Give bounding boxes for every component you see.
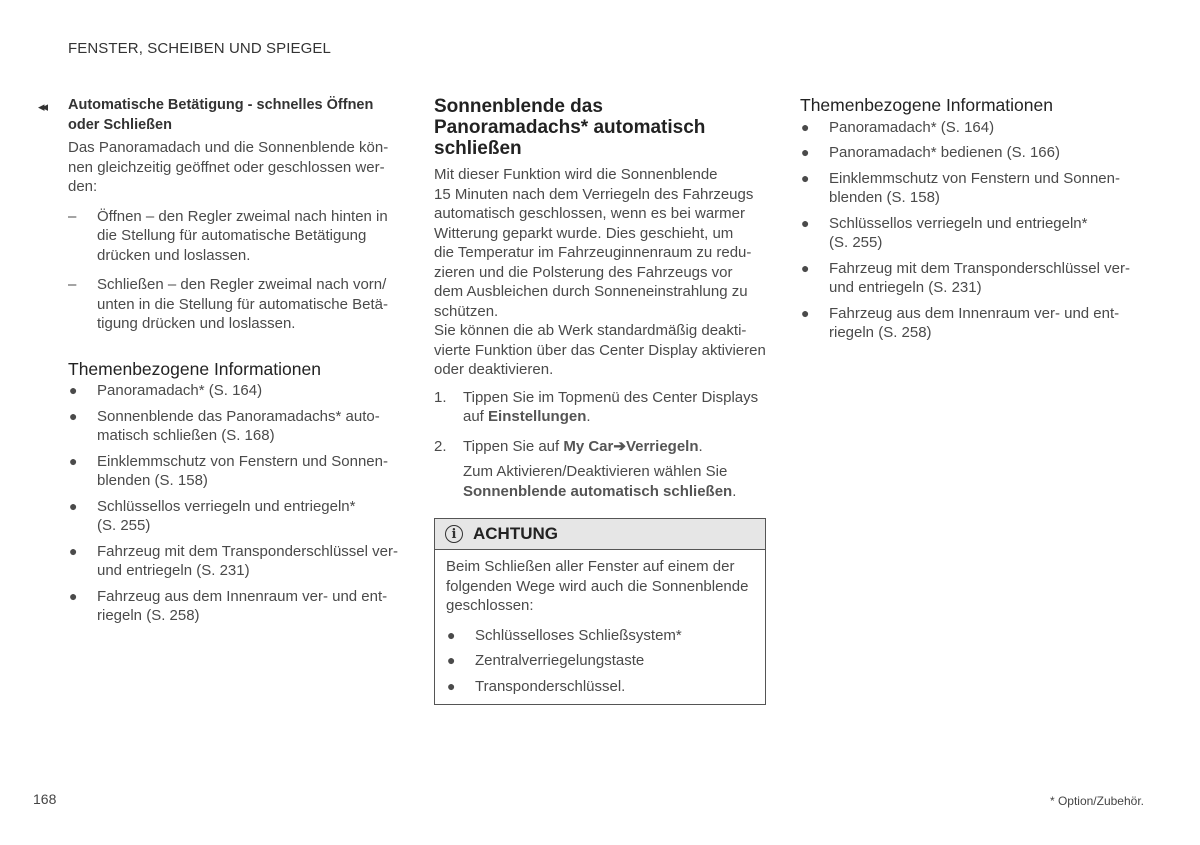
- arrow-right-icon: ➔: [613, 437, 626, 455]
- related-link[interactable]: ● Einklemmschutz von Fenstern und Sonnen- blenden (S. 158): [69, 452, 388, 489]
- related-link[interactable]: ● Fahrzeug mit dem Transponderschlüssel ver- und entriegeln (S. 231): [801, 259, 1130, 296]
- continued-marker-icon: ◂◂: [38, 99, 46, 114]
- footnote: * Option/Zubehör.: [1049, 794, 1144, 808]
- related-link[interactable]: ● Fahrzeug aus dem Innenraum ver- und ent- riegeln (S. 258): [69, 587, 388, 624]
- warning-header: [435, 519, 765, 550]
- list-item: ● Transponderschlüssel.: [447, 677, 626, 695]
- related-links-list: [800, 118, 1130, 343]
- related-info-heading: Themenbezogene Informationen: [68, 358, 321, 379]
- bullet-icon: ●: [69, 382, 78, 398]
- menu-path-lock: Verriegeln: [625, 437, 699, 455]
- related-link[interactable]: ● Sonnenblende das Panoramadachs* auto- matisch schließen (S. 168): [69, 407, 380, 444]
- column-middle: [434, 96, 769, 511]
- step-item: 1. Tippen Sie im Topmenü des Center Displays auf Einstellungen.: [434, 388, 759, 425]
- step-number: 1.: [434, 388, 447, 406]
- related-links-list: [68, 381, 398, 626]
- warning-title: ACHTUNG: [473, 524, 558, 543]
- related-link[interactable]: ● Schlüssellos verriegeln und entriegeln* (S. 255): [69, 497, 356, 534]
- step-number: 2.: [434, 437, 447, 455]
- step-note: Zum Aktivieren/Deaktivieren wählen Sie Sonnenblende automatisch schließen.: [463, 463, 737, 500]
- bullet-icon: ●: [69, 587, 78, 604]
- related-link[interactable]: ● Panoramadach* (S. 164): [69, 382, 263, 399]
- related-link[interactable]: ● Fahrzeug aus dem Innenraum ver- und ent- riegeln (S. 258): [801, 304, 1120, 341]
- intro-paragraph: Das Panoramadach und die Sonnenblende kön- nen gleichzeitig geöffnet oder geschlossen wer- den:: [68, 139, 389, 195]
- bullet-icon: ●: [801, 144, 810, 160]
- bullet-icon: ●: [69, 497, 78, 514]
- warning-box: [434, 518, 766, 705]
- page-header: FENSTER, SCHEIBEN UND SPIEGEL: [68, 40, 331, 57]
- bullet-icon: ●: [69, 452, 78, 469]
- dash-marker: –: [68, 276, 77, 293]
- related-link[interactable]: ● Fahrzeug mit dem Transponderschlüssel ver- und entriegeln (S. 231): [69, 542, 398, 579]
- activation-paragraph: Sie können die ab Werk standardmäßig deakti- vierte Funktion über das Center Display aktivieren oder deaktivieren.: [434, 322, 766, 378]
- steps-list: [434, 388, 769, 502]
- list-item: ● Schlüsselloses Schließsystem*: [447, 626, 682, 644]
- column-left: [38, 96, 398, 632]
- bullet-icon: ●: [801, 169, 810, 186]
- bullet-icon: ●: [801, 304, 810, 321]
- bullet-icon: ●: [69, 542, 78, 559]
- related-link[interactable]: ● Panoramadach* bedienen (S. 166): [801, 144, 1060, 161]
- list-item: ● Zentralverriegelungstaste: [447, 652, 645, 669]
- menu-path-settings: Einstellungen: [488, 408, 587, 425]
- column-right: [800, 96, 1130, 349]
- bullet-icon: ●: [801, 214, 810, 231]
- bullet-icon: ●: [801, 118, 810, 135]
- section-title: Sonnenblende das Panoramadachs* automatisch schließen: [434, 96, 706, 159]
- related-info-heading: Themenbezogene Informationen: [800, 95, 1053, 115]
- list-item: – Schließen – den Regler zweimal nach vorn/ unten in die Stellung für automatische Betä- tigung drücken und loslassen.: [68, 276, 389, 332]
- description-paragraph: Mit dieser Funktion wird die Sonnenblende 15 Minuten nach dem Verriegeln des Fahrzeugs automatisch geschlossen, wenn es bei warmer Witterung geparkt wurde. Dies geschieht, um die Temperatur im Fahrzeuginnenraum zu redu- zieren und die Polsterung des Fahrzeugs vor dem Ausbleichen durch Sonneneinstrahlung zu schützen.: [434, 166, 754, 320]
- page-number: 168: [33, 791, 57, 807]
- menu-path-my-car: My Car: [563, 437, 614, 455]
- list-item: – Öffnen – den Regler zweimal nach hinten in die Stellung für automatische Betätigung drücken und loslassen.: [68, 207, 388, 264]
- related-link[interactable]: ● Schlüssellos verriegeln und entriegeln* (S. 255): [801, 214, 1088, 251]
- setting-name: Sonnenblende automatisch schließen: [463, 482, 733, 500]
- bullet-icon: ●: [801, 259, 810, 276]
- warning-list: [446, 626, 754, 697]
- dash-marker: –: [68, 207, 77, 225]
- info-icon: i: [445, 525, 463, 543]
- step-item: 2. Tippen Sie auf My Car➔Verriegeln. Zum Aktivieren/Deaktivieren wählen Sie Sonnenblende automatisch schließen.: [434, 437, 769, 502]
- bullet-icon: ●: [447, 652, 456, 668]
- related-link[interactable]: ● Einklemmschutz von Fenstern und Sonnen- blenden (S. 158): [801, 169, 1120, 206]
- bullet-icon: ●: [447, 677, 456, 694]
- bullet-icon: ●: [447, 626, 456, 643]
- related-link[interactable]: ● Panoramadach* (S. 164): [801, 118, 995, 136]
- section-subheading: Automatische Betätigung - schnelles Öffnen oder Schließen: [68, 97, 374, 133]
- warning-body: Beim Schließen aller Fenster auf einem der folgenden Wege wird auch die Sonnenblende geschlossen: ● Schlüsselloses Schließsystem* ● Zentralverriegelungstaste ● Transponderschlüssel.: [435, 550, 765, 704]
- bullet-icon: ●: [69, 407, 78, 424]
- instruction-list: [68, 207, 398, 334]
